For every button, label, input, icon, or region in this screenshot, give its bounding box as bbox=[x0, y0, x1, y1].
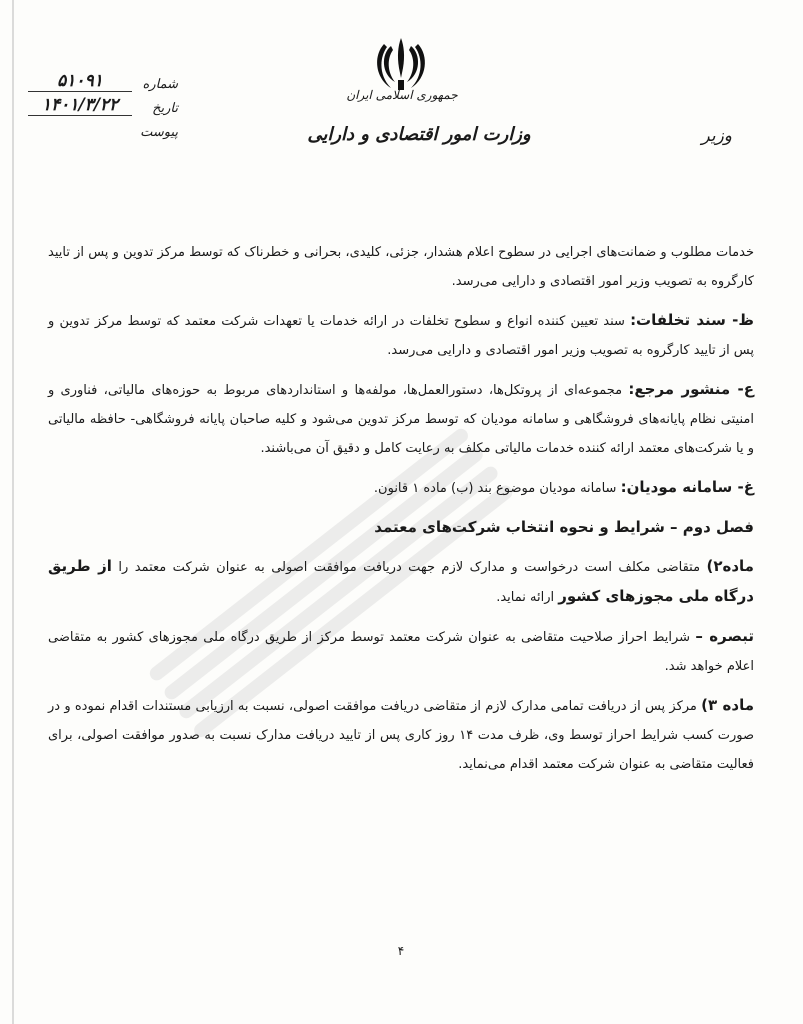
violations-text: سند تعیین کننده انواع و سطوح تخلفات در ارائه خدمات یا تعهدات شرکت معتمد که توسط مرکز تدوین و پس از تایید کارگروه به تصویب وزیر امور اقتصادی و دارایی می‌رسد. bbox=[48, 314, 754, 358]
taxpayer-system-heading: غ- سامانه مودیان: bbox=[620, 478, 754, 496]
reference-charter-text: مجموعه‌ای از پروتکل‌ها، دستورالعمل‌ها، مولفه‌ها و استانداردهای مربوط به حوزه‌های مالیاتی، فناوری و امنیتی نظام پایانه‌های فروشگاهی و سامانه مودیان که توسط مرکز تدوین می‌شود و کلیه صاحبان پایانه فروشگاهی- حافظه مالیاتی و یا شرکت‌های معتمد ارائه کننده خدمات مالیاتی مکلف به رعایت کامل و دقیق آن می‌باشند. bbox=[48, 383, 754, 456]
reference-charter-heading: ع- منشور مرجع: bbox=[628, 380, 755, 398]
paragraph-violations bbox=[48, 306, 754, 365]
attachment-label: پیوست bbox=[140, 125, 178, 140]
paragraph-1 bbox=[48, 238, 754, 296]
article-3-heading: ماده ۳) bbox=[701, 696, 754, 714]
article-2-bold: از طریق درگاه ملی مجوزهای کشور bbox=[48, 557, 754, 605]
date-row bbox=[28, 92, 178, 116]
date-label: تاریخ bbox=[152, 101, 178, 116]
letter-meta bbox=[28, 68, 178, 140]
number-label: شماره bbox=[142, 77, 178, 92]
ministry-title: وزارت امور اقتصادی و دارایی bbox=[307, 124, 531, 145]
note-text: شرایط احراز صلاحیت متقاضی به عنوان شرکت معتمد توسط مرکز از طریق درگاه ملی مجوزهای کشور به متقاضی اعلام خواهد شد. bbox=[48, 630, 754, 674]
iran-emblem-icon bbox=[371, 34, 431, 94]
minister-label: وزیر bbox=[701, 126, 732, 146]
page-number: ۴ bbox=[397, 944, 405, 958]
article-2-tail: ارائه نماید. bbox=[496, 590, 559, 605]
taxpayer-system-text: سامانه مودیان موضوع بند (ب) ماده ۱ قانون. bbox=[373, 481, 621, 496]
number-value: ۵۱۰۹۱ bbox=[28, 71, 132, 92]
document-body bbox=[48, 238, 754, 789]
article-2-text: متقاضی مکلف است درخواست و مدارک لازم جهت دریافت موافقت اصولی به عنوان شرکت معتمد را bbox=[111, 560, 707, 575]
note-heading: تبصره – bbox=[695, 627, 754, 645]
violations-heading: ظ- سند تخلفات: bbox=[630, 311, 754, 329]
article-2 bbox=[48, 552, 754, 612]
article-2-heading: ماده۲) bbox=[706, 557, 754, 575]
chapter-title: فصل دوم – شرایط و نحوه انتخاب شرکت‌های معتمد bbox=[374, 518, 754, 536]
note bbox=[48, 622, 754, 681]
attachment-value bbox=[28, 120, 132, 140]
paragraph-1-text: خدمات مطلوب و ضمانت‌های اجرایی در سطوح اعلام هشدار، جزئی، کلیدی، بحرانی و خطرناک که توسط مرکز تدوین و پس از تایید کارگروه به تصویب وزیر امور اقتصادی و دارایی می‌رسد. bbox=[48, 245, 754, 289]
paragraph-taxpayer-system bbox=[48, 473, 754, 503]
republic-title: جمهوری اسلامی ایران bbox=[346, 88, 458, 102]
date-value: ۱۴۰۱/۳/۲۲ bbox=[28, 95, 132, 116]
attachment-row bbox=[28, 116, 178, 140]
paragraph-reference-charter bbox=[48, 375, 754, 463]
number-row bbox=[28, 68, 178, 92]
article-3 bbox=[48, 691, 754, 779]
article-3-text: مرکز پس از دریافت تمامی مدارک لازم از متقاضی دریافت موافقت اصولی، نسبت به ارزیابی مستندات اقدام نموده و در صورت کسب شرایط احراز توسط وی، ظرف مدت ۱۴ روز کاری پس از تایید دریافت مدارک نسبت به صدور موافقت اصولی، برای فعالیت متقاضی به عنوان شرکت معتمد اقدام می‌نماید. bbox=[48, 699, 754, 772]
